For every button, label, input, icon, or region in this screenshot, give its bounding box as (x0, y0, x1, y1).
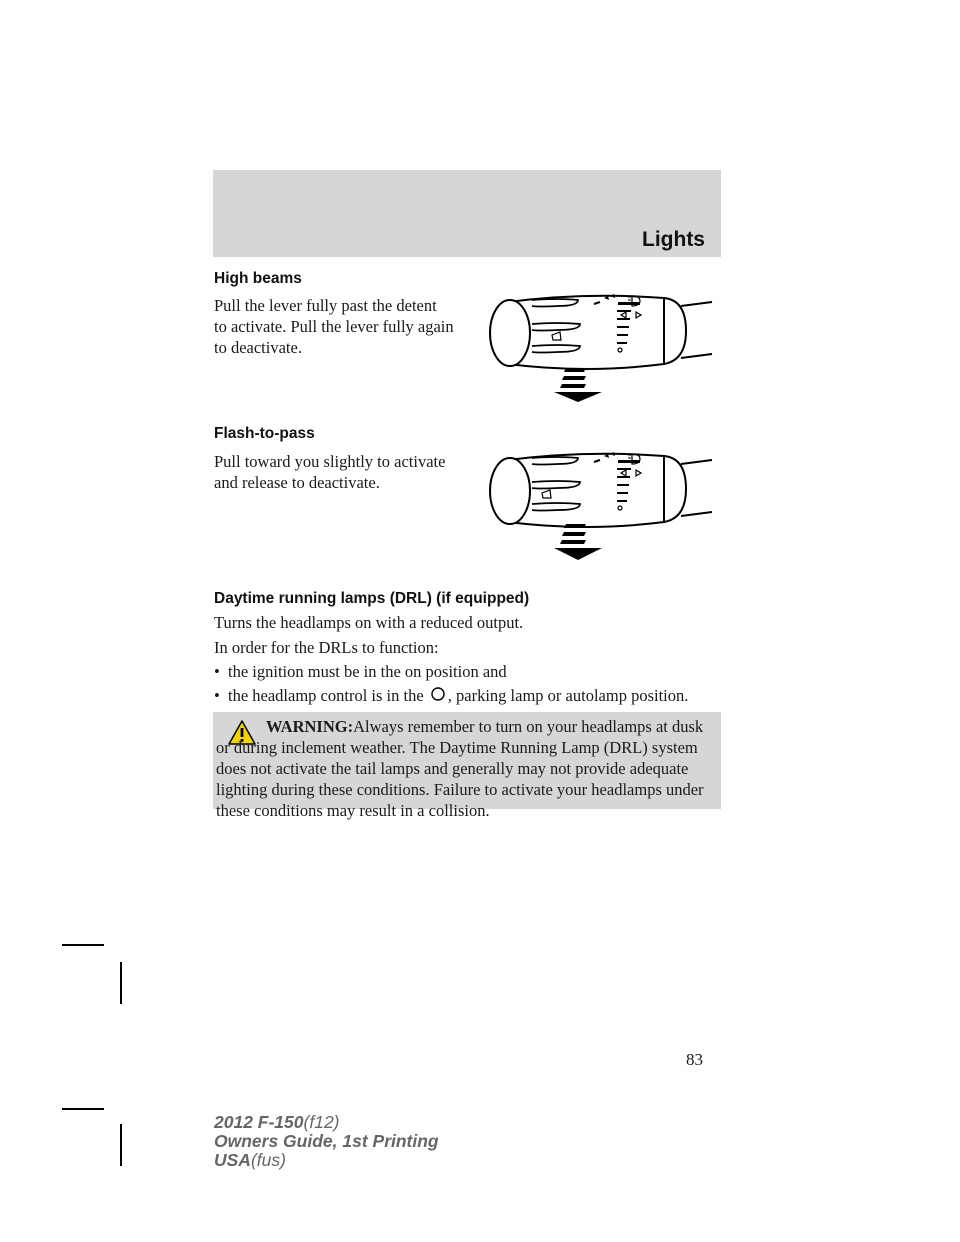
section-header-band (213, 170, 721, 257)
drl-bullet-1: • the ignition must be in the on position and (214, 662, 507, 681)
drl-bullet-2: • the headlamp control is in the , parking lamp or autolamp position. (214, 686, 689, 705)
multifunction-lever-icon (486, 288, 716, 403)
print-footer: 2012 F-150(f12) Owners Guide, 1st Printing USA(fus) (214, 1112, 439, 1170)
multifunction-lever-icon (486, 446, 716, 568)
flash-to-pass-text: Pull toward you slightly to activate and release to deactivate. (214, 452, 446, 492)
crop-mark (120, 962, 122, 1004)
drl-heading: Daytime running lamps (DRL) (if equipped) (214, 590, 530, 607)
high-beams-heading: High beams (214, 270, 302, 287)
high-beams-text: Pull the lever fully past the detent to activate. Pull the lever fully again to deactivate. (214, 296, 454, 357)
crop-mark (120, 1124, 122, 1166)
pull-arrow-icon (554, 524, 602, 560)
section-title: Lights (642, 228, 705, 251)
crop-mark (62, 944, 104, 946)
pull-arrow-icon (554, 368, 602, 402)
drl-intro: Turns the headlamps on with a reduced output. (214, 613, 524, 632)
warning-text: WARNING:Always remember to turn on your headlamps at dusk or during inclement weather. The Daytime Running Lamp (DRL) system does not activate the tail lamps and generally may not provide adequate lighting during these conditions. Failure to activate your headlamps under these conditions may result in a collision. (216, 717, 704, 820)
crop-mark (62, 1108, 104, 1110)
page-number: 83 (686, 1050, 703, 1069)
lamp-off-icon (430, 686, 446, 704)
drl-condition-intro: In order for the DRLs to function: (214, 638, 439, 657)
warning-box (213, 712, 721, 820)
flash-to-pass-heading: Flash-to-pass (214, 425, 315, 442)
